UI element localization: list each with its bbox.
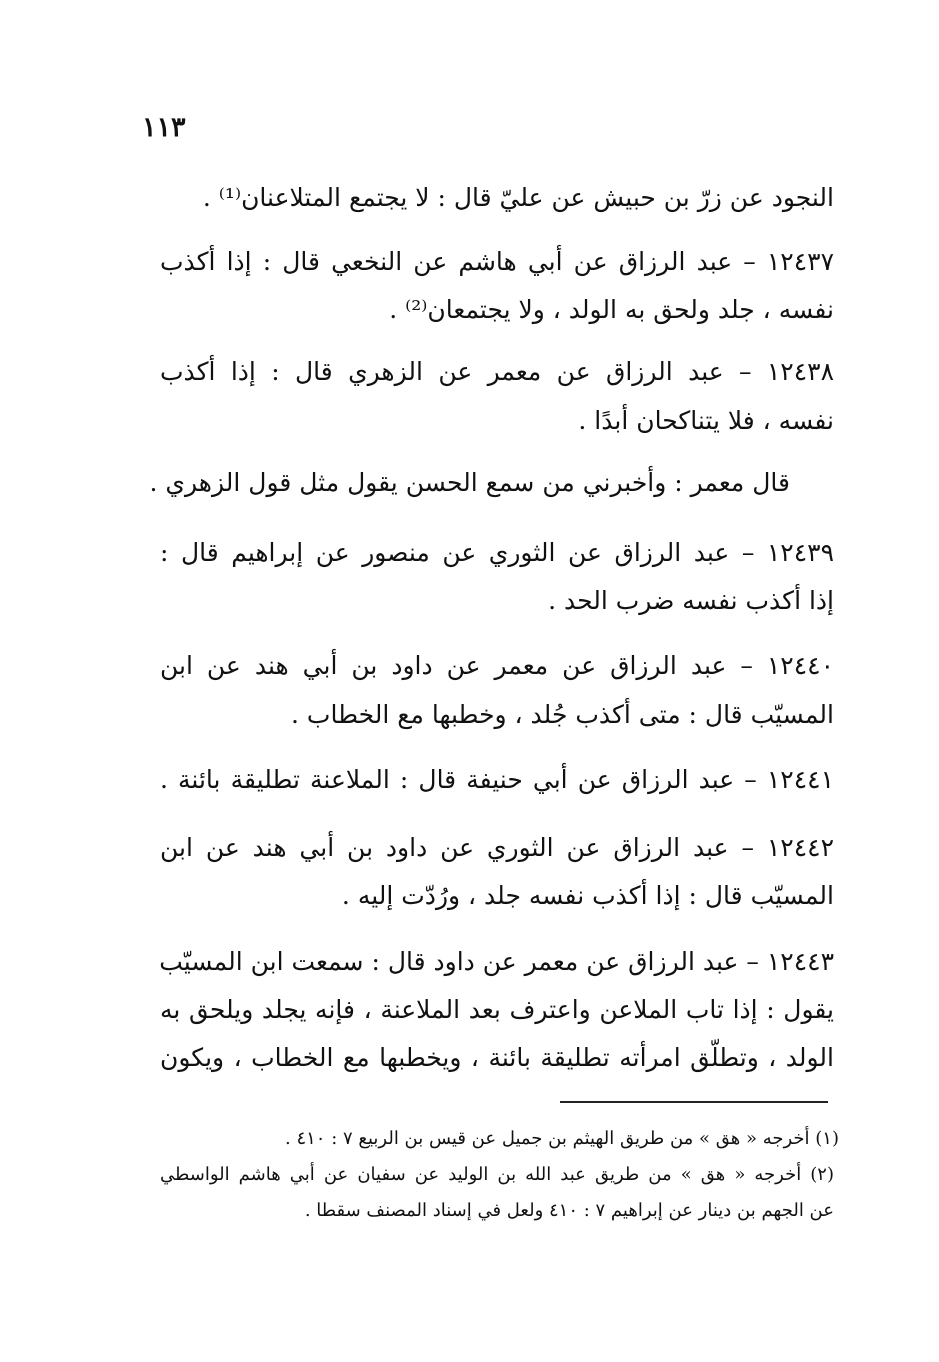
text-line: الولد ، وتطلّق امرأته تطليقة بائنة ، ويخطبها مع الخطاب ، ويكون — [160, 1043, 834, 1072]
text-line: قال معمر : وأخبرني من سمع الحسن يقول مثل قول الزهري . — [149, 468, 790, 497]
text-line: إذا أكذب نفسه ضرب الحد . — [548, 586, 834, 615]
text-line: المسيّب قال : إذا أكذب نفسه جلد ، ورُدّت إليه . — [341, 881, 834, 910]
text-line: ١٢٤٣٧ – عبد الرزاق عن أبي هاشم عن النخعي قال : إذا أكذب — [160, 247, 834, 276]
page-number: ١١٣ — [142, 112, 186, 143]
text-line: نفسه ، فلا يتناكحان أبدًا . — [578, 406, 834, 435]
text-line: المسيّب قال : متى أكذب جُلد ، وخطبها مع الخطاب . — [291, 700, 834, 729]
text-line: ١٢٤٤٢ – عبد الرزاق عن الثوري عن داود بن أبي هند عن ابن — [160, 833, 834, 862]
text-line: نفسه ، جلد ولحق به الولد ، ولا يجتمعان⁽²⁾ . — [389, 295, 834, 324]
text-line: يقول : إذا تاب الملاعن واعترف بعد الملاعنة ، فإنه يجلد ويلحق به — [160, 995, 834, 1024]
footnote-line: عن الجهم بن دينار عن إبراهيم ٧ : ٤١٠ ولعل في إسناد المصنف سقطا . — [304, 1200, 834, 1221]
text-line: ١٢٤٤٠ – عبد الرزاق عن معمر عن داود بن أبي هند عن ابن — [160, 651, 834, 680]
footnote-line: (١) أخرجه « هق » من طريق الهيثم بن جميل عن قيس بن الربيع ٧ : ٤١٠ . — [285, 1128, 839, 1149]
main-text — [149, 0, 834, 1100]
text-line: ١٢٤٤١ – عبد الرزاق عن أبي حنيفة قال : الملاعنة تطليقة بائنة . — [160, 765, 834, 794]
text-line: ١٢٤٣٩ – عبد الرزاق عن الثوري عن منصور عن إبراهيم قال : — [160, 538, 834, 567]
text-line: النجود عن زرّ بن حبيش عن عليّ قال : لا يجتمع المتلاعنان⁽¹⁾ . — [202, 183, 834, 212]
footnote-line: (٢) أخرجه « هق » من طريق عبد الله بن الوليد عن سفيان عن أبي هاشم الواسطي — [160, 1164, 834, 1185]
text-line: ١٢٤٤٣ – عبد الرزاق عن معمر عن داود قال : سمعت ابن المسيّب — [159, 947, 834, 976]
footnote-separator — [560, 1101, 828, 1103]
text-line: ١٢٤٣٨ – عبد الرزاق عن معمر عن الزهري قال : إذا أكذب — [160, 357, 834, 386]
